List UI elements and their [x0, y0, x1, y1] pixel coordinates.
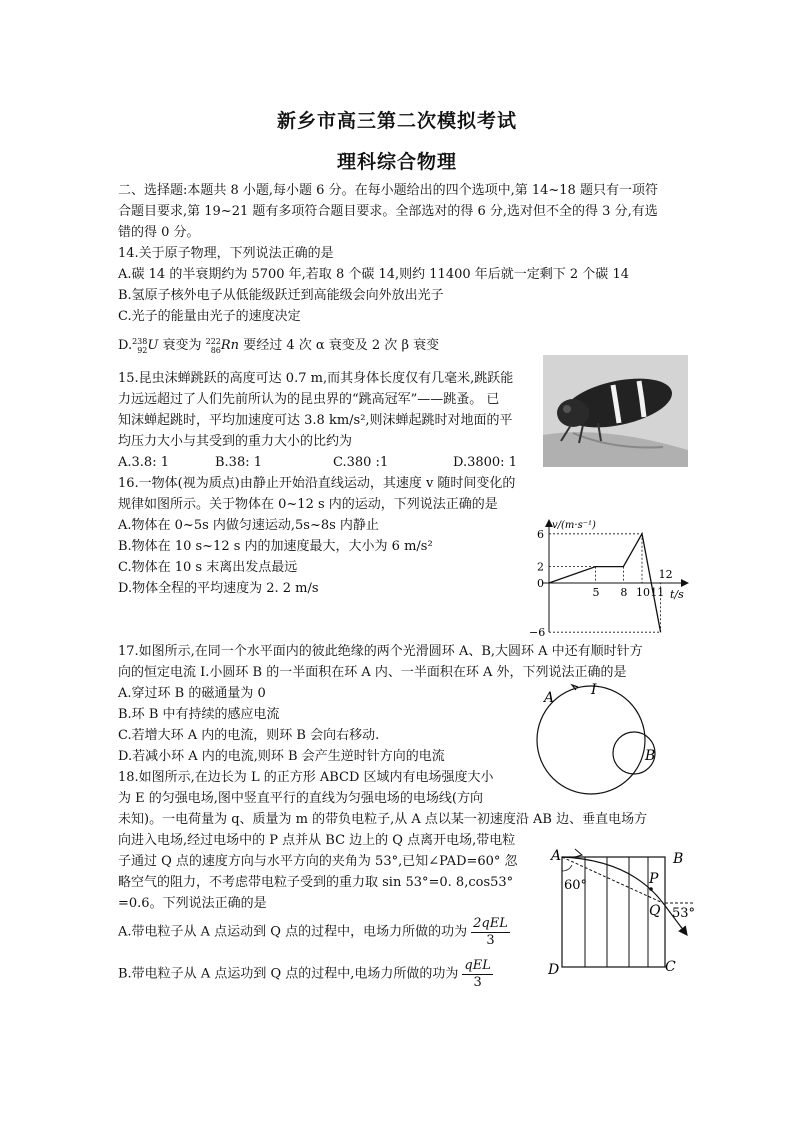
q18-option-a: [118, 916, 510, 949]
x-tick-10: 10: [636, 586, 650, 599]
q16-line-2: 规律如图所示。关于物体在 0~12 s 内的运动，下列说法正确的是: [118, 497, 498, 512]
q14-option-a: A.碳 14 的半衰期约为 5700 年,若取 8 个碳 14,则约 11400 年后就一定剩下 2 个碳 14: [118, 267, 629, 282]
q16-line-1: 16.一物体(视为质点)由静止开始沿直线运动，其速度 v 随时间变化的: [118, 476, 516, 491]
uranium-symbol: U: [147, 338, 159, 353]
q14-stem: 14.关于原子物理，下列说法正确的是: [118, 246, 334, 261]
q18-option-b-numerator: qEL: [464, 958, 491, 973]
label-c: C: [665, 959, 676, 975]
q16-option-d: D.物体全程的平均速度为 2. 2 m/s: [118, 581, 319, 596]
x-tick-11: 11: [650, 586, 665, 599]
label-d: D: [548, 962, 560, 978]
froghopper-photo: [543, 355, 688, 467]
entry-arrow-icon: [575, 849, 582, 857]
q18-option-b-denominator: 3: [473, 975, 482, 990]
y-tick-6: 6: [537, 527, 544, 541]
q15-line-1: 15.昆虫沫蝉跳跃的高度可达 0.7 m,而其身体长度仅有几毫米,跳跃能: [118, 371, 514, 386]
q16-option-c: C.物体在 10 s 末离出发点最远: [118, 560, 298, 575]
q14-d-suffix: 要经过 4 次 α 衰变及 2 次 β 衰变: [239, 338, 440, 353]
section-instruction-line-3: 错的得 0 分。: [118, 225, 200, 240]
page-subtitle: 理科综合物理: [336, 151, 457, 173]
q17-line-1: 17.如图所示,在同一个水平面内的彼此绝缘的两个光滑圆环 A、B,大圆环 A 中还有顺时针方: [118, 644, 643, 659]
uranium-nuclide-numbers: [132, 337, 147, 355]
label-p: P: [649, 871, 659, 887]
x-tick-12: 12: [658, 568, 673, 581]
q18-option-b-text: B.带电粒子从 A 点运功到 Q 点的过程中,电场力所做的功为: [118, 966, 459, 982]
angle-60-label: 60°: [564, 878, 588, 893]
q17-option-d: D.若减小环 A 内的电流,则环 B 会产生逆时针方向的电流: [118, 749, 445, 764]
y-tick-0: 0: [537, 577, 544, 590]
q14-option-d: [118, 335, 439, 356]
q18-option-b-fraction: [462, 958, 492, 991]
q18-line-1: 18.如图所示,在边长为 L 的正方形 ABCD 区域内有电场强度大小: [118, 770, 494, 785]
q14-d-prefix: D.: [118, 338, 133, 353]
rings-diagram: [528, 680, 678, 798]
froghopper-illustration: [543, 355, 688, 467]
q17-option-b: B.环 B 中有持续的感应电流: [118, 707, 280, 722]
q18-line-7: =0.6。下列说法正确的是: [118, 896, 267, 911]
ring-a-label: A: [544, 690, 555, 706]
velocity-time-graph: [518, 512, 698, 637]
q16-option-b: B.物体在 10 s~12 s 内的加速度最大，大小为 6 m/s²: [118, 539, 433, 554]
label-b: B: [673, 851, 684, 867]
q15-line-2: 力远远超过了人们先前所认为的昆虫界的“跳高冠军”——跳蚤。 已: [118, 392, 500, 407]
q17-line-2: 向的恒定电流 I.小圆环 B 的一半面积在环 A 内、一半面积在环 A 外，下列说法正确的是: [118, 665, 627, 680]
section-instruction-line-1: 二、选择题:本题共 8 小题,每小题 6 分。在每小题给出的四个选项中,第 14~18 题只有一项符: [118, 183, 658, 198]
angle-53-label: 53°: [672, 906, 696, 921]
q18-line-4: 向进入电场,经过电场中的 P 点并从 BC 边上的 Q 点离开电场,带电粒: [118, 833, 516, 848]
q16-option-a: A.物体在 0~5s 内做匀速运动,5s~8s 内静止: [118, 518, 379, 533]
x-axis-label: t/s: [670, 588, 684, 601]
q14-d-mid: 衰变为: [158, 338, 206, 353]
q18-option-b: [118, 958, 493, 991]
y-tick-2: 2: [537, 560, 544, 574]
q18-option-a-text: A.带电粒子从 A 点运动到 Q 点的过程中，电场力所做的功为: [118, 924, 468, 940]
radon-nuclide-numbers: [206, 337, 221, 355]
label-q: Q: [649, 903, 661, 919]
q18-option-a-fraction: [471, 916, 510, 949]
y-axis-label: v/(m·s⁻¹): [552, 520, 596, 531]
angle-60-arc: [562, 865, 572, 871]
uranium-mass-number: 238: [132, 336, 148, 346]
q15-option-a: A.3.8: 1: [118, 455, 169, 470]
q14-option-c: C.光子的能量由光子的速度决定: [118, 309, 301, 324]
q15-option-b: B.38: 1: [215, 455, 263, 470]
q15-option-d: D.3800: 1: [453, 455, 517, 470]
q18-option-a-numerator: 2qEL: [473, 916, 508, 931]
q17-option-c: C.若增大环 A 内的电流，则环 B 会向右移动.: [118, 728, 380, 743]
radon-atomic-number: 86: [210, 345, 221, 355]
section-instruction-line-2: 合题目要求,第 19~21 题有多项符合题目要求。全部选对的得 6 分,选对但不全的得 3 分,有选: [118, 204, 658, 219]
q15-line-4: 均压力大小与其受到的重力大小的比约为: [118, 434, 353, 449]
q18-line-3: 未知)。一电荷量为 q、质量为 m 的带负电粒子,从 A 点以某一初速度沿 AB 边、垂直电场方: [118, 812, 648, 827]
point-p: [649, 887, 653, 891]
x-tick-8: 8: [620, 586, 628, 599]
q17-option-a: A.穿过环 B 的磁通量为 0: [118, 686, 266, 701]
label-a: A: [551, 848, 562, 864]
x-tick-5: 5: [592, 586, 600, 599]
ring-b-label: B: [645, 748, 656, 764]
q15-option-c: C.380 :1: [333, 455, 389, 470]
uranium-atomic-number: 92: [137, 345, 148, 355]
q18-line-2: 为 E 的匀强电场,图中竖直平行的直线为匀强电场的电场线(方向: [118, 791, 483, 806]
square-field-diagram: [545, 845, 705, 980]
radon-symbol: Rn: [220, 338, 240, 353]
q18-line-5: 子通过 Q 点的速度方向与水平方向的夹角为 53°,已知∠PAD=60° 忽: [118, 854, 518, 869]
y-tick-minus-6: −6: [529, 626, 546, 637]
q14-option-b: B.氢原子核外电子从低能级跃迁到高能级会向外放出光子: [118, 288, 444, 303]
q18-option-a-denominator: 3: [486, 933, 495, 948]
q18-line-6: 略空气的阻力，不考虑带电粒子受到的重力取 sin 53°=0. 8,cos53°: [118, 875, 514, 890]
q15-line-3: 知沫蝉起跳时，平均加速度可达 3.8 km/s²,则沫蝉起跳时对地面的平: [118, 413, 513, 428]
page-title: 新乡市高三第二次模拟考试: [276, 110, 517, 132]
radon-mass-number: 222: [205, 336, 221, 346]
current-label: I: [591, 682, 597, 698]
